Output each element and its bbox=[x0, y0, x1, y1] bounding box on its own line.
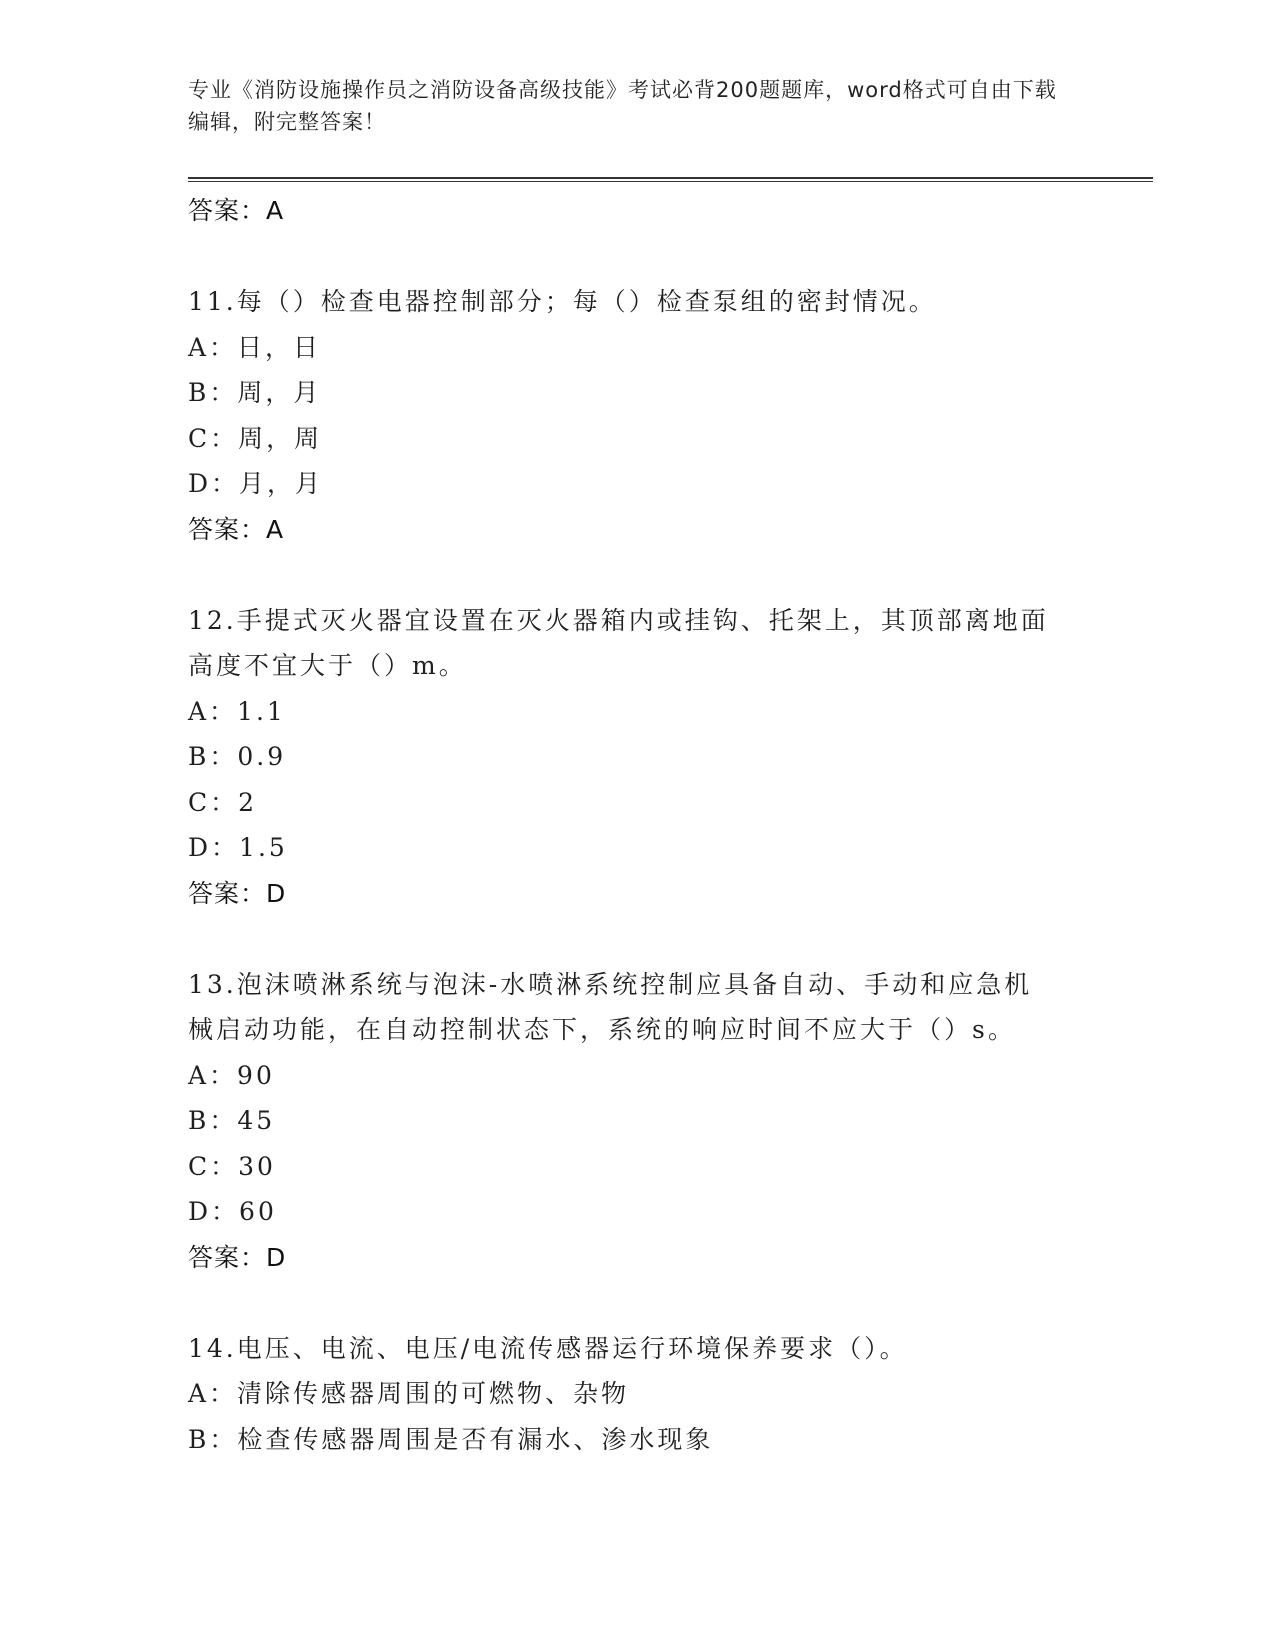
spacer bbox=[188, 916, 1088, 962]
answer-label: 答案：D bbox=[188, 878, 287, 908]
option-a: A：清除传感器周围的可燃物、杂物 bbox=[188, 1379, 630, 1408]
option-c: C：周，周 bbox=[188, 423, 323, 453]
question-list bbox=[188, 188, 1088, 1462]
option-c: C：2 bbox=[188, 787, 258, 817]
answer-label: 答案：A bbox=[188, 196, 285, 225]
question-text-continued: 高度不宜大于（）m。 bbox=[188, 651, 467, 680]
question-block bbox=[188, 279, 1088, 552]
header-divider bbox=[188, 177, 1153, 182]
spacer bbox=[188, 552, 1088, 598]
answer-label: 答案：A bbox=[188, 514, 285, 544]
answer-label: 答案：D bbox=[188, 1242, 287, 1272]
question-text: 12.手提式灭火器宜设置在灭火器箱内或挂钩、托架上，其顶部离地面 bbox=[188, 605, 1049, 635]
option-a: A：90 bbox=[188, 1060, 275, 1090]
option-b: B：检查传感器周围是否有漏水、渗水现象 bbox=[188, 1424, 714, 1454]
option-c: C：30 bbox=[188, 1151, 276, 1181]
document-header: 专业《消防设施操作员之消防设备高级技能》考试必背200题题库，word格式可自由下载编辑，附完整答案！ bbox=[188, 78, 1057, 134]
spacer bbox=[188, 234, 1088, 280]
option-d: D：1.5 bbox=[188, 833, 288, 862]
option-d: D：60 bbox=[188, 1197, 277, 1226]
option-d: D：月，月 bbox=[188, 469, 324, 498]
question-block bbox=[188, 962, 1088, 1281]
question-text: 13.泡沫喷淋系统与泡沫-水喷淋系统控制应具备自动、手动和应急机 bbox=[188, 969, 1033, 999]
option-b: B：45 bbox=[188, 1106, 276, 1135]
question-text: 14.电压、电流、电压/电流传感器运行环境保养要求（）。 bbox=[188, 1333, 908, 1363]
question-block bbox=[188, 598, 1088, 917]
question-block bbox=[188, 1326, 1088, 1463]
spacer bbox=[188, 1280, 1088, 1326]
option-b: B：周，月 bbox=[188, 378, 322, 407]
option-b: B：0.9 bbox=[188, 742, 287, 771]
option-a: A：1.1 bbox=[188, 696, 286, 726]
option-a: A：日，日 bbox=[188, 332, 322, 362]
question-text: 11.每（）检查电器控制部分；每（）检查泵组的密封情况。 bbox=[188, 287, 937, 316]
question-text-continued: 械启动功能，在自动控制状态下，系统的响应时间不应大于（）s。 bbox=[188, 1015, 1016, 1044]
